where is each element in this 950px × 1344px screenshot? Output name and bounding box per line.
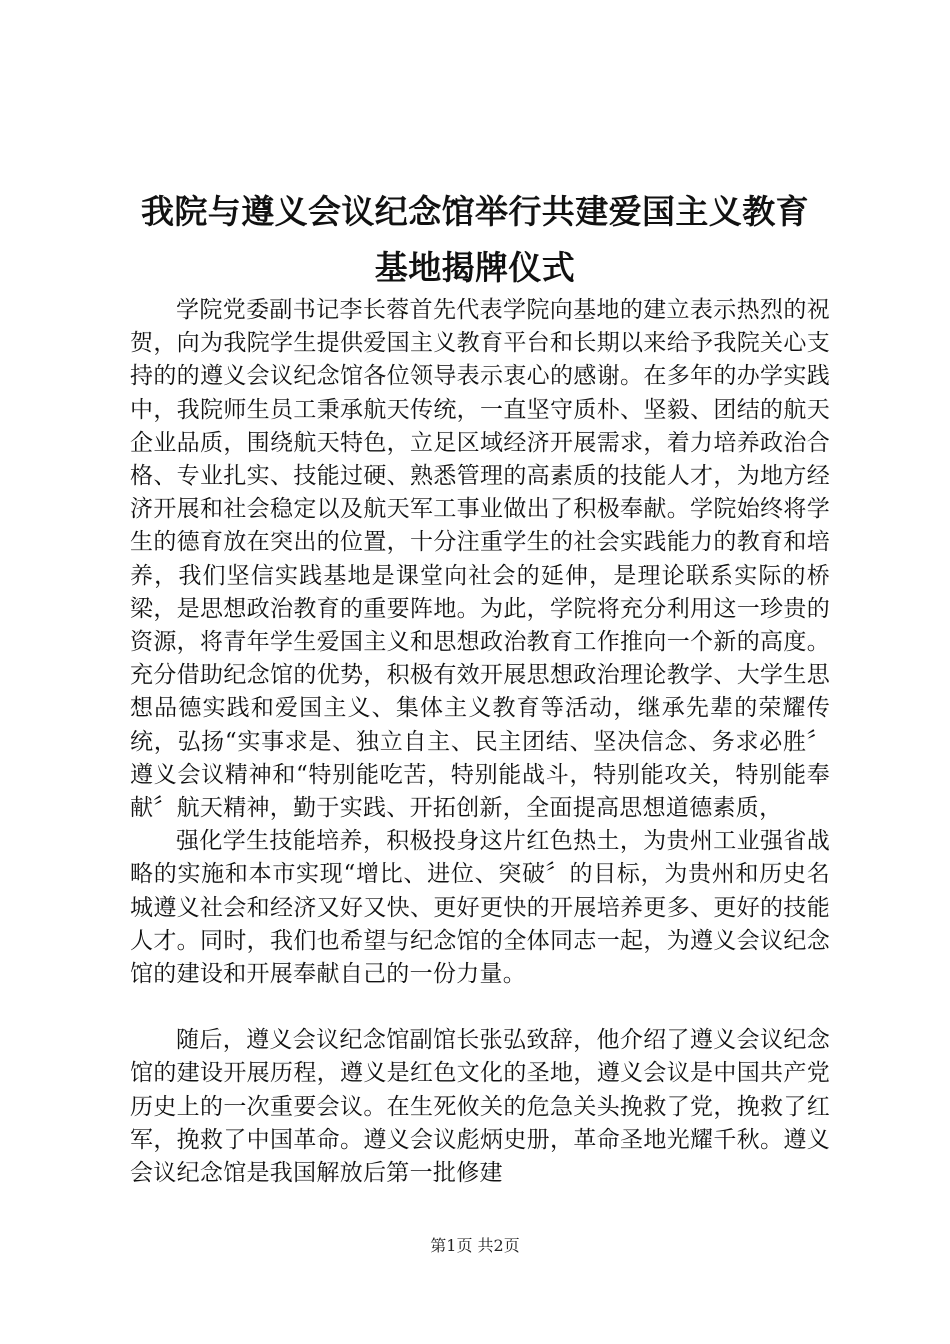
paragraph: 随后，遵义会议纪念馆副馆长张弘致辞，他介绍了遵义会议纪念馆的建设开展历程，遵义是红色文化的圣地，遵义会议是中国共产党历史上的一次重要会议。在生死攸关的危急关头挽救了党，挽救了红军，挽救了中国革命。遵义会议彪炳史册，革命圣地光耀千秋。遵义会议纪念馆是我国解放后第一批修建 xyxy=(130,1027,830,1187)
document-body xyxy=(130,294,830,1190)
title-line-1: 我院与遵义会议纪念馆举行共建爱国主义教育 xyxy=(141,192,809,231)
page-footer: 第1页 共2页 xyxy=(430,1236,520,1255)
title-line-2: 基地揭牌仪式 xyxy=(374,248,576,287)
paragraph-spacer xyxy=(130,991,830,1024)
paragraph: 学院党委副书记李长蓉首先代表学院向基地的建立表示热烈的祝贺，向为我院学生提供爱国主义教育平台和长期以来给予我院关心支持的的遵义会议纪念馆各位领导表示衷心的感谢。在多年的办学实践中，我院师生员工秉承航天传统，一直坚守质朴、坚毅、团结的航天企业品质，围绕航天特色，立足区域经济开展需求，着力培养政治合格、专业扎实、技能过硬、熟悉管理的高素质的技能人才，为地方经济开展和社会稳定以及航天军工事业做出了积极奉献。学院始终将学生的德育放在突出的位置，十分注重学生的社会实践能力的教育和培养，我们坚信实践基地是课堂向社会的延伸，是理论联系实际的桥梁，是思想政治教育的重要阵地。为此，学院将充分利用这一珍贵的资源，将青年学生爱国主义和思想政治教育工作推向一个新的高度。充分借助纪念馆的优势，积极有效开展思想政治理论教学、大学生思想品德实践和爱国主义、集体主义教育等活动，继承先辈的荣耀传统，弘扬“实事求是、独立自主、民主团结、坚决信念、务求必胜〞遵义会议精神和“特别能吃苦，特别能战斗，特别能攻关，特别能奉献〞航天精神，勤于实践、开拓创新，全面提高思想道德素质， xyxy=(130,297,830,822)
page-title xyxy=(110,184,840,296)
paragraph: 强化学生技能培养，积极投身这片红色热土，为贵州工业强省战略的实施和本市实现“增比、进位、突破〞的目标，为贵州和历史名城遵义社会和经济又好又快、更好更快的开展培养更多、更好的技能人才。同时，我们也希望与纪念馆的全体同志一起，为遵义会议纪念馆的建设和开展奉献自己的一份力量。 xyxy=(130,828,830,988)
